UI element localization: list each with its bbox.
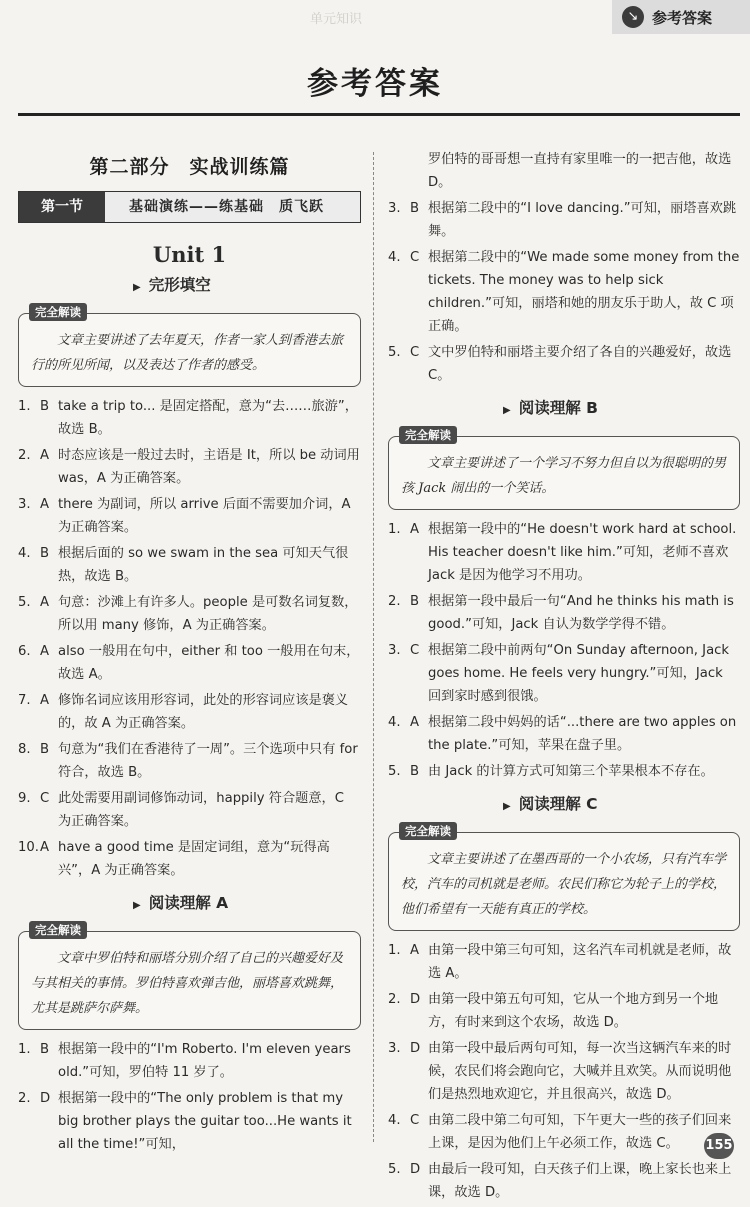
answer-letter: D: [410, 1041, 421, 1056]
answer-explanation: 根据第一段中的“He doesn't work hard at school. His teacher doesn't like him.”可知，老师不喜欢 Jack 是因为他学习不用功。: [428, 522, 737, 583]
answer-number: 3.: [388, 643, 401, 658]
answer-item: [18, 1087, 361, 1156]
answer-item: [388, 988, 740, 1034]
answer-explanation: 时态应该是一般过去时，主语是 It，所以 be 动词用 was，A 为正确答案。: [58, 448, 360, 486]
answer-number: 2.: [388, 594, 401, 609]
answer-item: [388, 639, 740, 708]
answer-continuation: 罗伯特的哥哥想一直持有家里唯一的一把吉他，故选 D。: [428, 152, 732, 190]
answer-explanation: 此处需要用副词修饰动词，happily 符合题意，C 为正确答案。: [58, 791, 344, 829]
answer-letter: A: [410, 715, 420, 730]
answer-explanation: 根据第一段中的“The only problem is that my big brother plays the guitar too...He wants it all the time!”可知，: [58, 1091, 352, 1152]
header-section-tab: [612, 0, 750, 34]
answer-item: [388, 939, 740, 985]
answer-letter: B: [410, 764, 420, 779]
reading-b-answer-list: [388, 518, 740, 783]
answer-item: [388, 197, 740, 243]
answer-explanation: also 一般用在句中，either 和 too 一般用在句末，故选 A。: [58, 644, 360, 682]
reading-c-summary-box: [388, 824, 740, 931]
answer-number: 5.: [18, 595, 31, 610]
answer-letter: B: [40, 1042, 50, 1057]
answer-item: [388, 518, 740, 587]
answer-explanation: 根据第一段中的“I'm Roberto. I'm eleven years old.”可知，罗伯特 11 岁了。: [58, 1042, 351, 1080]
triangle-icon: ▶: [133, 282, 141, 293]
answer-letter: B: [40, 546, 50, 561]
answer-item: [18, 836, 361, 882]
answer-letter: D: [40, 1091, 51, 1106]
answer-number: 10.: [18, 840, 39, 855]
reading-a-summary-box: [18, 923, 361, 1030]
answer-explanation: take a trip to... 是固定搭配，意为“去……旅游”，故选 B。: [58, 399, 358, 437]
reading-c-answer-list: [388, 939, 740, 1204]
answer-number: 2.: [18, 1091, 31, 1106]
answer-explanation: 根据第二段中的“I love dancing.”可知，丽塔喜欢跳舞。: [428, 201, 737, 239]
summary-text: 文章主要讲述了在墨西哥的一个小农场，只有汽车学校，汽车的司机就是老师。农民们称它为轮子上的学校，他们希望有一天能有真正的学校。: [401, 852, 727, 917]
reading-a-answer-list: [18, 1038, 361, 1156]
left-column: [18, 148, 361, 1159]
answer-letter: C: [410, 250, 420, 265]
answer-letter: B: [410, 594, 420, 609]
answer-item: [18, 1038, 361, 1084]
answer-explanation: 根据第二段中妈妈的话“...there are two apples on the plate.”可知，苹果在盘子里。: [428, 715, 737, 753]
answer-item: [388, 1109, 740, 1155]
answer-explanation: 根据第一段中最后一句“And he thinks his math is good.”可知，Jack 自认为数学学得不错。: [428, 594, 734, 632]
section-text: 基础演练——练基础 质飞跃: [105, 192, 360, 222]
answer-number: 4.: [388, 1113, 401, 1128]
cloze-heading: ▶ 完形填空: [133, 276, 211, 294]
answer-item: [388, 246, 740, 338]
answer-number: 1.: [18, 399, 31, 414]
answer-number: 5.: [388, 345, 401, 360]
reading-a-answer-list-cont: [388, 197, 740, 387]
answer-item: [18, 689, 361, 735]
summary-text: 文章主要讲述了一个学习不努力但自以为很聪明的男孩 Jack 闹出的一个笑话。: [401, 456, 727, 496]
right-column: [388, 148, 740, 1207]
summary-badge: 完全解读: [399, 426, 457, 444]
answer-explanation: 根据第二段中前两句“On Sunday afternoon, Jack goes home. He feels very hungry.”可知，Jack 回到家时感到很饿。: [428, 643, 730, 704]
answer-explanation: there 为副词，所以 arrive 后面不需要加介词，A 为正确答案。: [58, 497, 351, 535]
answer-letter: C: [410, 643, 420, 658]
answer-number: 6.: [18, 644, 31, 659]
answer-letter: A: [40, 693, 50, 708]
answer-letter: A: [40, 448, 50, 463]
header-section-label: 参考答案: [652, 8, 713, 27]
answer-letter: C: [410, 1113, 420, 1128]
summary-text: 文章中罗伯特和丽塔分别介绍了自己的兴趣爱好及与其相关的事情。罗伯特喜欢弹吉他，丽塔喜欢跳舞，尤其是跳萨尔萨舞。: [31, 951, 344, 1016]
column-divider: [373, 152, 374, 1142]
answer-number: 3.: [388, 1041, 401, 1056]
answer-letter: B: [40, 742, 50, 757]
answer-number: 4.: [388, 715, 401, 730]
summary-badge: 完全解读: [29, 303, 87, 321]
answer-number: 1.: [388, 943, 401, 958]
answer-item: [18, 395, 361, 441]
answer-explanation: 由第一段中最后两句可知，每一次当这辆汽车来的时候，农民们将会跑向它，大喊并且欢笑。从而说明他们是热烈地欢迎它，并且很高兴，故选 D。: [428, 1041, 732, 1102]
answer-letter: B: [40, 399, 50, 414]
answer-letter: A: [410, 943, 420, 958]
bleed-through-text: 单元知识: [310, 12, 363, 27]
answer-item: [18, 542, 361, 588]
reading-b-heading: ▶ 阅读理解 B: [503, 399, 598, 417]
answer-explanation: 由第一段中第三句可知，这名汽车司机就是老师，故选 A。: [428, 943, 732, 981]
answer-letter: C: [40, 791, 50, 806]
reading-c-heading: ▶ 阅读理解 C: [503, 795, 598, 813]
answer-number: 8.: [18, 742, 31, 757]
summary-badge: 完全解读: [29, 921, 87, 939]
answer-explanation: 根据第二段中的“We made some money from the tickets. The money was to help sick children.”可知，丽塔和她的朋友乐于助人，故 C 项正确。: [428, 250, 740, 334]
answer-number: 4.: [388, 250, 401, 265]
part-title: 第二部分 实战训练篇: [89, 156, 290, 178]
answer-explanation: 由第二段中第二句可知，下午更大一些的孩子们回来上课，是因为他们上午必须工作，故选 C。: [428, 1113, 732, 1151]
answer-item: [18, 493, 361, 539]
answer-number: 9.: [18, 791, 31, 806]
cloze-summary-box: [18, 305, 361, 387]
triangle-icon: ▶: [503, 405, 511, 416]
answer-item: [18, 444, 361, 490]
answer-letter: D: [410, 992, 421, 1007]
unit-title: Unit 1: [152, 242, 227, 267]
arrow-icon: ↘: [622, 6, 644, 28]
summary-text: 文章主要讲述了去年夏天，作者一家人到香港去旅行的所见所闻，以及表达了作者的感受。: [31, 333, 344, 373]
answer-explanation: 句意为“我们在香港待了一周”。三个选项中只有 for 符合，故选 B。: [58, 742, 358, 780]
answer-explanation: 由第一段中第五句可知，它从一个地方到另一个地方，有时来到这个农场，故选 D。: [428, 992, 719, 1030]
answer-explanation: 由 Jack 的计算方式可知第三个苹果根本不存在。: [428, 764, 714, 779]
triangle-icon: ▶: [133, 900, 141, 911]
answer-explanation: have a good time 是固定词组，意为“玩得高兴”，A 为正确答案。: [58, 840, 330, 878]
answer-number: 1.: [18, 1042, 31, 1057]
answer-item: [18, 640, 361, 686]
answer-number: 5.: [388, 1162, 401, 1177]
answer-letter: B: [410, 201, 420, 216]
answer-explanation: 由最后一段可知，白天孩子们上课，晚上家长也来上课，故选 D。: [428, 1162, 732, 1200]
answer-item: [388, 711, 740, 757]
answer-item: [388, 1037, 740, 1106]
page-number: 155: [704, 1133, 734, 1159]
reading-b-summary-box: [388, 428, 740, 510]
answer-item: [18, 591, 361, 637]
answer-number: 1.: [388, 522, 401, 537]
answer-item: [388, 760, 740, 783]
answer-explanation: 文中罗伯特和丽塔主要介绍了各自的兴趣爱好，故选 C。: [428, 345, 732, 383]
answer-number: 3.: [388, 201, 401, 216]
summary-badge: 完全解读: [399, 822, 457, 840]
title-rule: [18, 113, 740, 116]
answer-number: 2.: [18, 448, 31, 463]
answer-explanation: 修饰名词应该用形容词，此处的形容词应该是褒义的，故 A 为正确答案。: [58, 693, 349, 731]
page-title: 参考答案: [307, 66, 443, 102]
cloze-answer-list: [18, 395, 361, 882]
answer-item: [388, 341, 740, 387]
answer-number: 5.: [388, 764, 401, 779]
answer-letter: D: [410, 1162, 421, 1177]
answer-number: 3.: [18, 497, 31, 512]
answer-number: 2.: [388, 992, 401, 1007]
answer-item: [18, 738, 361, 784]
answer-item: [18, 787, 361, 833]
answer-number: 4.: [18, 546, 31, 561]
answer-letter: A: [40, 840, 50, 855]
answer-letter: A: [40, 497, 50, 512]
section-bar: [18, 191, 361, 223]
answer-item: [388, 1158, 740, 1204]
answer-letter: A: [410, 522, 420, 537]
answer-number: 7.: [18, 693, 31, 708]
answer-letter: C: [410, 345, 420, 360]
answer-explanation: 根据后面的 so we swam in the sea 可知天气很热，故选 B。: [58, 546, 349, 584]
answer-explanation: 句意：沙滩上有许多人。people 是可数名词复数，所以用 many 修饰，A 为正确答案。: [58, 595, 358, 633]
triangle-icon: ▶: [503, 801, 511, 812]
answer-item: [388, 590, 740, 636]
answer-letter: A: [40, 595, 50, 610]
reading-a-heading: ▶ 阅读理解 A: [133, 894, 229, 912]
answer-letter: A: [40, 644, 50, 659]
section-tag: 第一节: [19, 192, 105, 222]
